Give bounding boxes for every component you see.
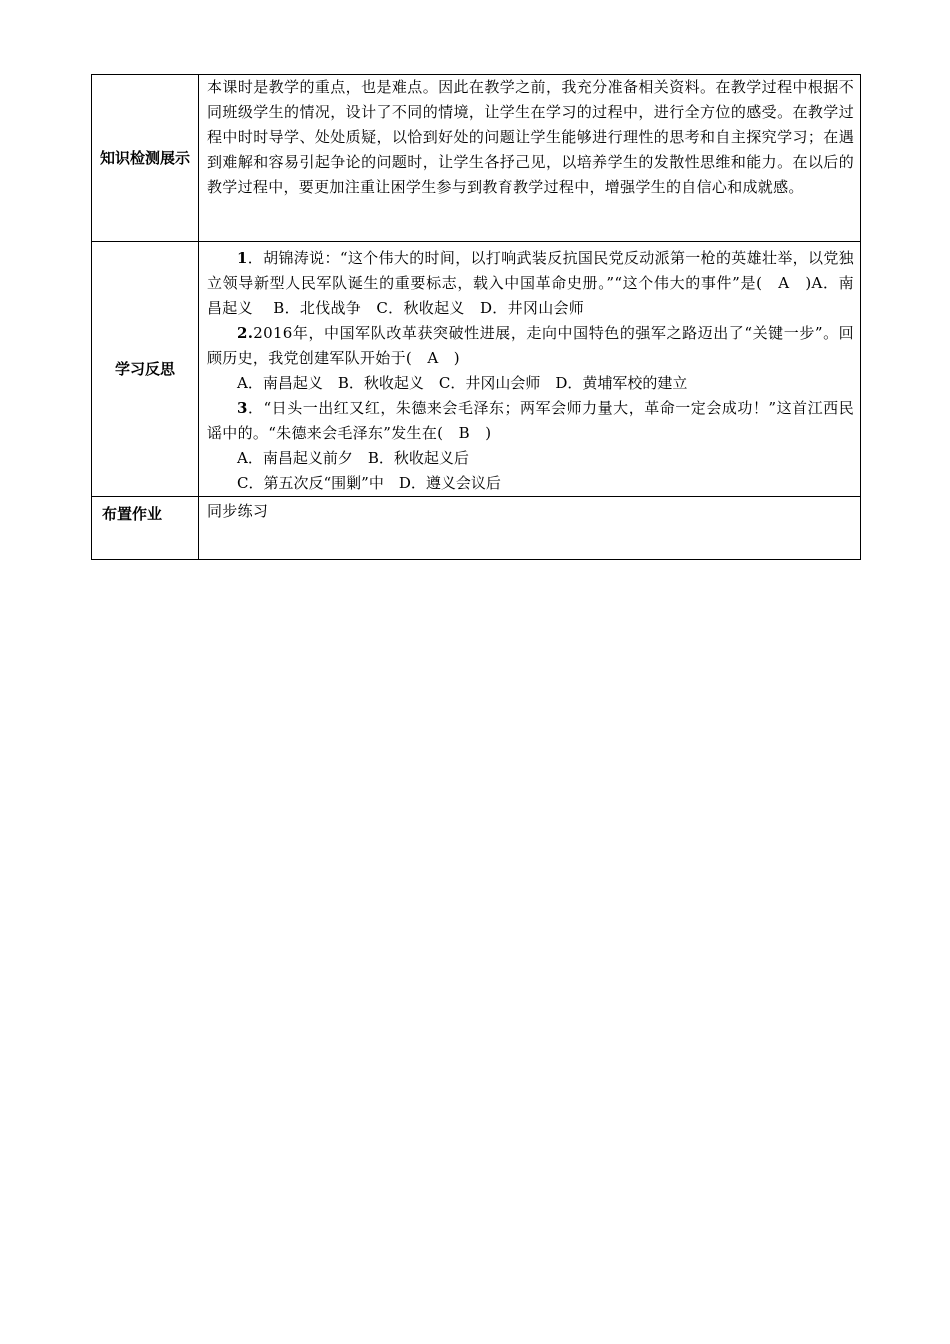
table-row: [92, 497, 861, 560]
row-label-reflection: [92, 242, 199, 497]
knowledge-check-content: [199, 75, 861, 242]
table-row: [92, 242, 861, 497]
question-2-options: A．南昌起义 B．秋收起义 C．井冈山会师 D．黄埔军校的建立: [237, 374, 688, 392]
question-stem: ．“日头一出红又红，朱德来会毛泽东；两军会师力量大，革命一定会成功！”这首江西民谣中的。“朱德来会毛泽东”发生在( B ): [207, 399, 854, 442]
question-2: [207, 321, 854, 371]
row-label-knowledge-check: [92, 75, 199, 242]
question-stem: ．胡锦涛说：“这个伟大的时间，以打响武装反抗国民党反动派第一枪的英雄壮举，以党独立领导新型人民军队诞生的重要标志，载入中国革命史册。”“这个伟大的事件”是( A )A．南昌起义 B．北伐战争 C．秋收起义 D．井冈山会师: [207, 249, 854, 317]
question-3-options: A．南昌起义前夕 B．秋收起义后: [237, 449, 469, 467]
row-label-text: 布置作业: [102, 505, 163, 523]
row-label-homework: [92, 497, 199, 560]
question-number: 2.: [237, 324, 254, 342]
question-3-options-2: C．第五次反“围剿”中 D．遵义会议后: [237, 474, 501, 492]
table-row: [92, 75, 861, 242]
row-label-text: 学习反思: [114, 360, 175, 378]
question-number: 3: [237, 399, 248, 417]
question-1: [207, 246, 854, 321]
question-3: [207, 396, 854, 446]
row-label-text: 知识检测展示: [99, 149, 190, 167]
homework-content: [199, 497, 861, 560]
question-stem: 2016年，中国军队改革获突破性进展，走向中国特色的强军之路迈出了“关键一步”。回顾历史，我党创建军队开始于( A ): [207, 324, 854, 367]
reflection-content: [199, 242, 861, 497]
homework-text: 同步练习: [207, 502, 269, 520]
question-number: 1: [237, 249, 248, 267]
lesson-table: [91, 74, 861, 560]
knowledge-check-paragraph: 本课时是教学的重点，也是难点。因此在教学之前，我充分准备相关资料。在教学过程中根据不同班级学生的情况，设计了不同的情境，让学生在学习的过程中，进行全方位的感受。在教学过程中时时导学、处处质疑，以恰到好处的问题让学生能够进行理性的思考和自主探究学习；在遇到难解和容易引起争论的问题时，让学生各抒己见，以培养学生的发散性思维和能力。在以后的教学过程中，要更加注重让困学生参与到教育教学过程中，增强学生的自信心和成就感。: [207, 78, 854, 196]
